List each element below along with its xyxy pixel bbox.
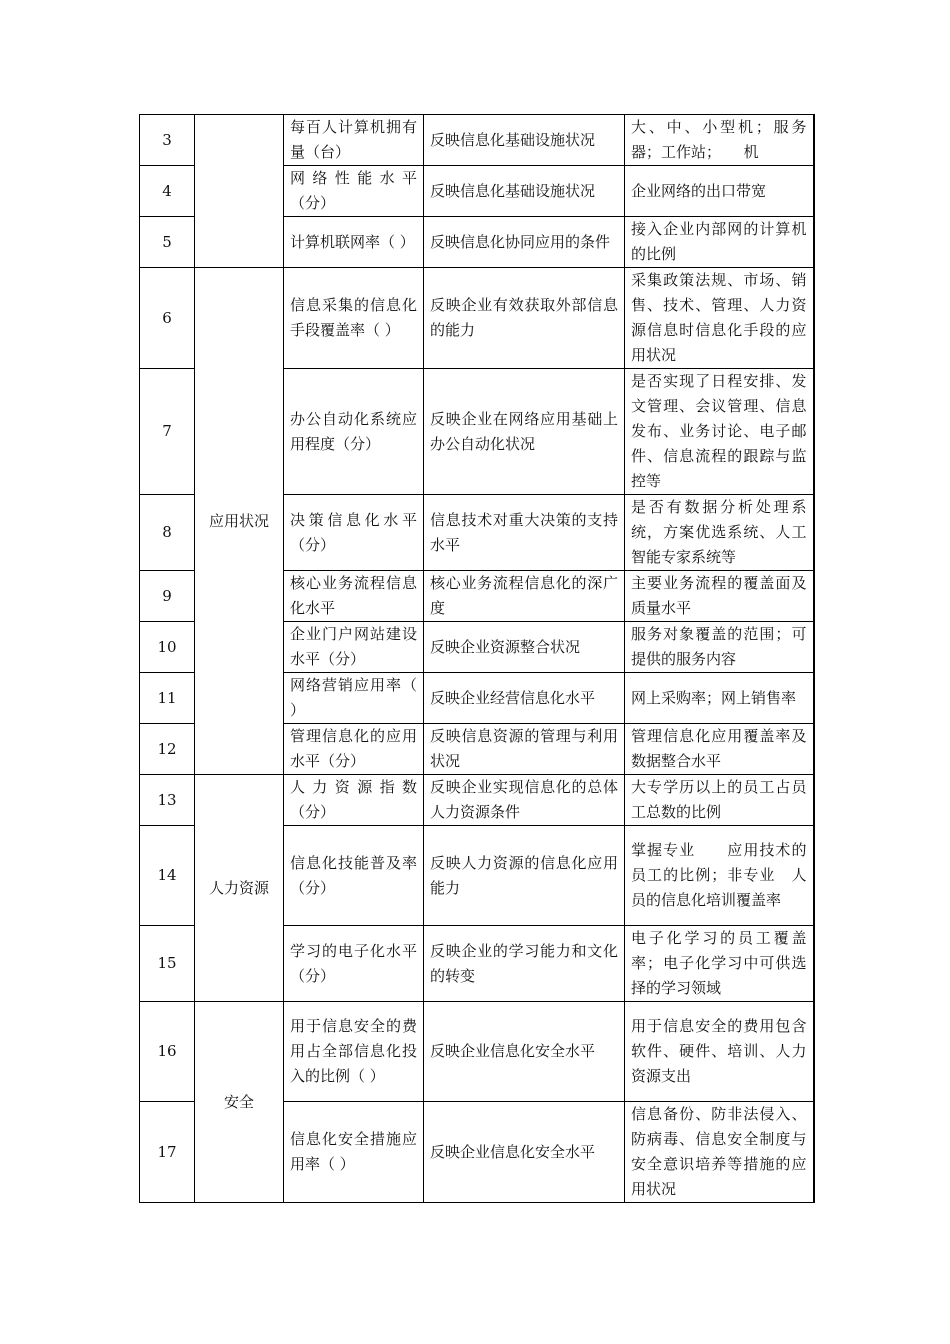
indicator-name: 用于信息安全的费用占全部信息化投入的比例（ ） [284,1002,424,1102]
indicator-name: 管理信息化的应用水平（分） [284,724,424,775]
indicator-meaning: 信息技术对重大决策的支持水平 [424,495,625,571]
indicator-description: 管理信息化应用覆盖率及数据整合水平 [625,724,814,775]
indicator-name: 网络营销应用率（ ） [284,673,424,724]
row-number: 7 [140,369,195,495]
indicator-description: 信息备份、防非法侵入、防病毒、信息安全制度与安全意识培养等措施的应用状况 [625,1102,814,1203]
row-number: 17 [140,1102,195,1203]
row-number: 3 [140,115,195,166]
indicator-name: 人力资源指数（分） [284,775,424,826]
row-number: 8 [140,495,195,571]
indicator-table [139,114,815,1203]
indicator-meaning: 核心业务流程信息化的深广度 [424,571,625,622]
indicator-name: 办公自动化系统应用程度（分） [284,369,424,495]
indicator-name: 计算机联网率（ ） [284,217,424,268]
row-number: 11 [140,673,195,724]
indicator-name: 企业门户网站建设水平（分） [284,622,424,673]
indicator-description: 大、中、小型机；服务器；工作站； 机 [625,115,814,166]
indicator-description: 网上采购率；网上销售率 [625,673,814,724]
table-row [140,115,814,166]
row-number: 10 [140,622,195,673]
category-application: 应用状况 [195,268,284,775]
row-number: 14 [140,826,195,926]
indicator-meaning: 反映企业有效获取外部信息的能力 [424,268,625,369]
row-number: 9 [140,571,195,622]
indicator-meaning: 反映企业在网络应用基础上办公自动化状况 [424,369,625,495]
category-cell [195,115,284,268]
table-row [140,268,814,369]
indicator-description: 大专学历以上的员工占员工总数的比例 [625,775,814,826]
table-row [140,1002,814,1102]
indicator-description: 企业网络的出口带宽 [625,166,814,217]
indicator-meaning: 反映企业信息化安全水平 [424,1002,625,1102]
row-number: 15 [140,926,195,1002]
indicator-meaning: 反映信息资源的管理与利用状况 [424,724,625,775]
indicator-meaning: 反映企业信息化安全水平 [424,1102,625,1203]
indicator-meaning: 反映信息化协同应用的条件 [424,217,625,268]
indicator-name: 信息采集的信息化手段覆盖率（ ） [284,268,424,369]
indicator-description: 掌握专业 应用技术的员工的比例；非专业 人员的信息化培训覆盖率 [625,826,814,926]
category-security: 安全 [195,1002,284,1203]
indicator-meaning: 反映信息化基础设施状况 [424,115,625,166]
indicator-meaning: 反映企业经营信息化水平 [424,673,625,724]
indicator-meaning: 反映企业实现信息化的总体人力资源条件 [424,775,625,826]
indicator-name: 信息化安全措施应用率（ ） [284,1102,424,1203]
indicator-name: 网络性能水平（分） [284,166,424,217]
indicator-description: 是否实现了日程安排、发文管理、会议管理、信息发布、业务讨论、电子邮件、信息流程的跟踪与监控等 [625,369,814,495]
row-number: 16 [140,1002,195,1102]
row-number: 6 [140,268,195,369]
indicator-description: 采集政策法规、市场、销售、技术、管理、人力资源信息时信息化手段的应用状况 [625,268,814,369]
indicator-name: 核心业务流程信息化水平 [284,571,424,622]
indicator-description: 用于信息安全的费用包含软件、硬件、培训、人力资源支出 [625,1002,814,1102]
indicator-name: 学习的电子化水平（分） [284,926,424,1002]
row-number: 5 [140,217,195,268]
table-row [140,775,814,826]
indicator-meaning: 反映企业资源整合状况 [424,622,625,673]
indicator-meaning: 反映企业的学习能力和文化的转变 [424,926,625,1002]
indicator-name: 每百人计算机拥有量（台） [284,115,424,166]
row-number: 4 [140,166,195,217]
row-number: 13 [140,775,195,826]
indicator-name: 信息化技能普及率（分） [284,826,424,926]
indicator-name: 决策信息化水平（分） [284,495,424,571]
indicator-description: 服务对象覆盖的范围；可提供的服务内容 [625,622,814,673]
indicator-meaning: 反映人力资源的信息化应用能力 [424,826,625,926]
row-number: 12 [140,724,195,775]
category-human-resources: 人力资源 [195,775,284,1002]
indicator-description: 主要业务流程的覆盖面及质量水平 [625,571,814,622]
indicator-meaning: 反映信息化基础设施状况 [424,166,625,217]
indicator-description: 是否有数据分析处理系统，方案优选系统、人工智能专家系统等 [625,495,814,571]
indicator-description: 电子化学习的员工覆盖率；电子化学习中可供选择的学习领域 [625,926,814,1002]
indicator-description: 接入企业内部网的计算机的比例 [625,217,814,268]
